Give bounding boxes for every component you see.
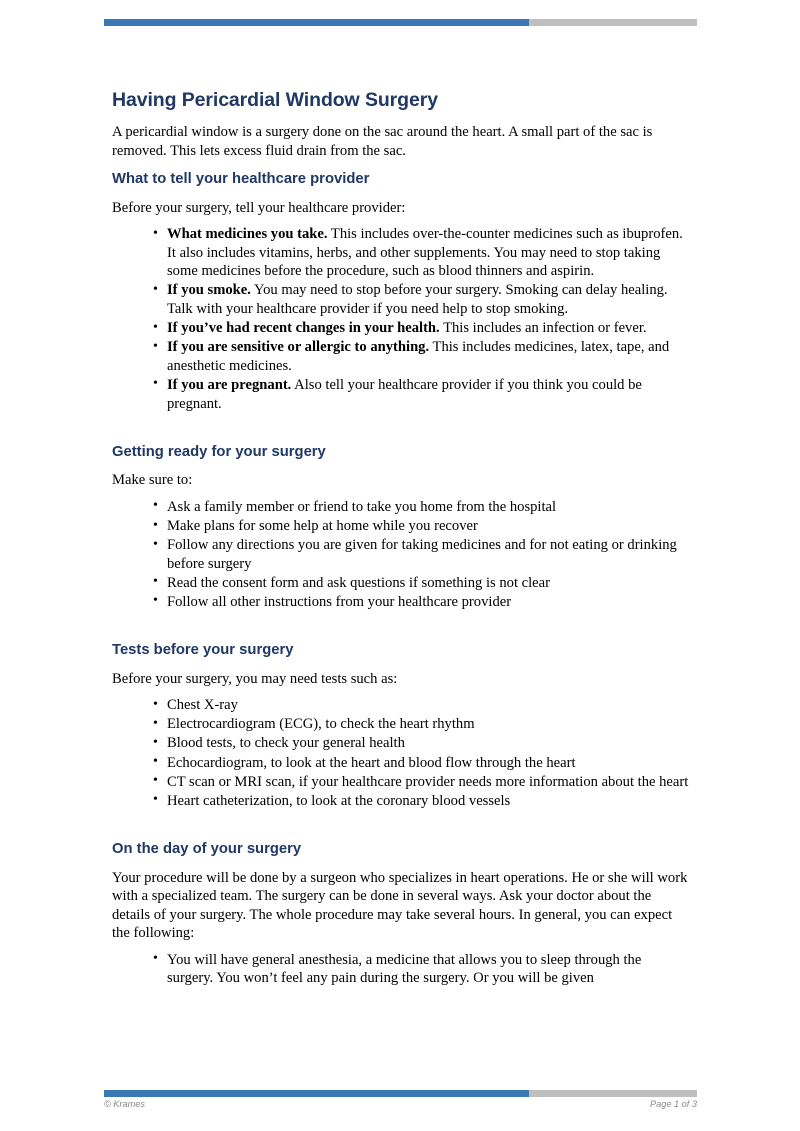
list-item <box>153 281 690 318</box>
header-rule-blue-segment <box>104 19 529 26</box>
list-item-lead: What medicines you take. <box>167 226 328 243</box>
section-heading: Tests before your surgery <box>112 642 294 659</box>
list-item-text: Follow all other instructions from your healthcare provider <box>167 593 512 610</box>
section-lead-paragraph: Before your surgery, tell your healthcare provider: <box>112 199 406 216</box>
list-item-text: Also tell your healthcare provider if you think you could be pregnant. <box>167 376 642 412</box>
list-item <box>153 951 690 988</box>
header-rule-gray-segment <box>529 19 697 26</box>
list-item <box>153 574 690 593</box>
list-item-text: You may need to stop before your surgery. Smoking can delay healing. Talk with your healthcare provider if you need help to stop smoking. <box>167 282 668 318</box>
list-item-text: CT scan or MRI scan, if your healthcare provider needs more information about the heart <box>167 773 689 790</box>
footer-rule-gray-segment <box>529 1090 697 1097</box>
list-item <box>153 593 690 612</box>
section-heading: On the day of your surgery <box>112 841 302 858</box>
footer-copyright: © Krames <box>104 1099 145 1109</box>
sections-container <box>112 170 690 987</box>
list-item-text: Echocardiogram, to look at the heart and blood flow through the heart <box>167 754 576 771</box>
list-item <box>153 319 690 338</box>
list-item-lead: If you’ve had recent changes in your health. <box>167 320 440 337</box>
document-intro-paragraph: A pericardial window is a surgery done on the sac around the heart. A small part of the sac is removed. This lets excess fluid drain from the sac. <box>112 124 653 159</box>
list-item-lead: If you smoke. <box>167 282 251 299</box>
footer-page-number: Page 1 of 3 <box>650 1099 697 1109</box>
list-item-lead: If you are sensitive or allergic to anything. <box>167 339 430 356</box>
list-item <box>153 734 690 753</box>
list-item <box>153 754 690 773</box>
list-item-lead: If you are pregnant. <box>167 376 292 393</box>
section-gap <box>112 423 690 443</box>
header-rule-bar <box>104 19 697 26</box>
list-item-text: Follow any directions you are given for taking medicines and for not eating or drinking before surgery <box>167 537 677 572</box>
section-gap <box>112 621 690 641</box>
section-lead-paragraph: Before your surgery, you may need tests such as: <box>112 670 398 687</box>
list-item-text: Make plans for some help at home while you recover <box>167 518 478 534</box>
page-title: Having Pericardial Window Surgery <box>112 89 438 111</box>
list-item-text: Heart catheterization, to look at the coronary blood vessels <box>167 792 511 809</box>
list-item <box>153 225 690 281</box>
bullet-list <box>112 696 690 810</box>
bullet-list <box>112 498 690 612</box>
list-item <box>153 773 690 792</box>
list-item-text: Blood tests, to check your general health <box>167 735 405 752</box>
list-item-text: This includes medicines, latex, tape, and anesthetic medicines. <box>167 339 670 374</box>
list-item <box>153 338 690 375</box>
list-item <box>153 715 690 734</box>
section-lead-paragraph: Your procedure will be done by a surgeon who specializes in heart operations. He or she will work with a specialized team. The surgery can be done in several ways. Ask your doctor about the details of your surgery. The whole procedure may take several hours. In general, you can expect the following: <box>112 869 688 942</box>
section-heading: What to tell your healthcare provider <box>112 171 370 188</box>
list-item-text: Ask a family member or friend to take you home from the hospital <box>167 498 557 515</box>
list-item <box>153 696 690 715</box>
section-gap <box>112 820 690 840</box>
list-item <box>153 517 690 536</box>
document-content <box>112 88 690 998</box>
list-item-text: Chest X-ray <box>167 697 238 714</box>
list-item <box>153 498 690 517</box>
list-item-text: Read the consent form and ask questions if something is not clear <box>167 574 551 591</box>
section-heading: Getting ready for your surgery <box>112 444 326 461</box>
page-footer <box>104 1099 697 1109</box>
list-item-text: This includes an infection or fever. <box>439 320 647 337</box>
footer-rule-bar <box>104 1090 697 1097</box>
bullet-list <box>112 951 690 988</box>
list-item-text: This includes over-the-counter medicines such as ibuprofen. It also includes vitamins, herbs, and other supplements. You may need to stop taking some medicines before the procedure, such as blood thinners and aspirin. <box>167 226 683 280</box>
list-item-text: Electrocardiogram (ECG), to check the heart rhythm <box>167 716 475 733</box>
list-item <box>153 792 690 811</box>
footer-rule-blue-segment <box>104 1090 529 1097</box>
section-lead-paragraph: Make sure to: <box>112 472 193 489</box>
list-item <box>153 536 690 573</box>
list-item-text: You will have general anesthesia, a medicine that allows you to sleep through the surgery. You won’t feel any pain during the surgery. Or you will be given <box>167 951 642 987</box>
bullet-list <box>112 225 690 413</box>
list-item <box>153 376 690 413</box>
